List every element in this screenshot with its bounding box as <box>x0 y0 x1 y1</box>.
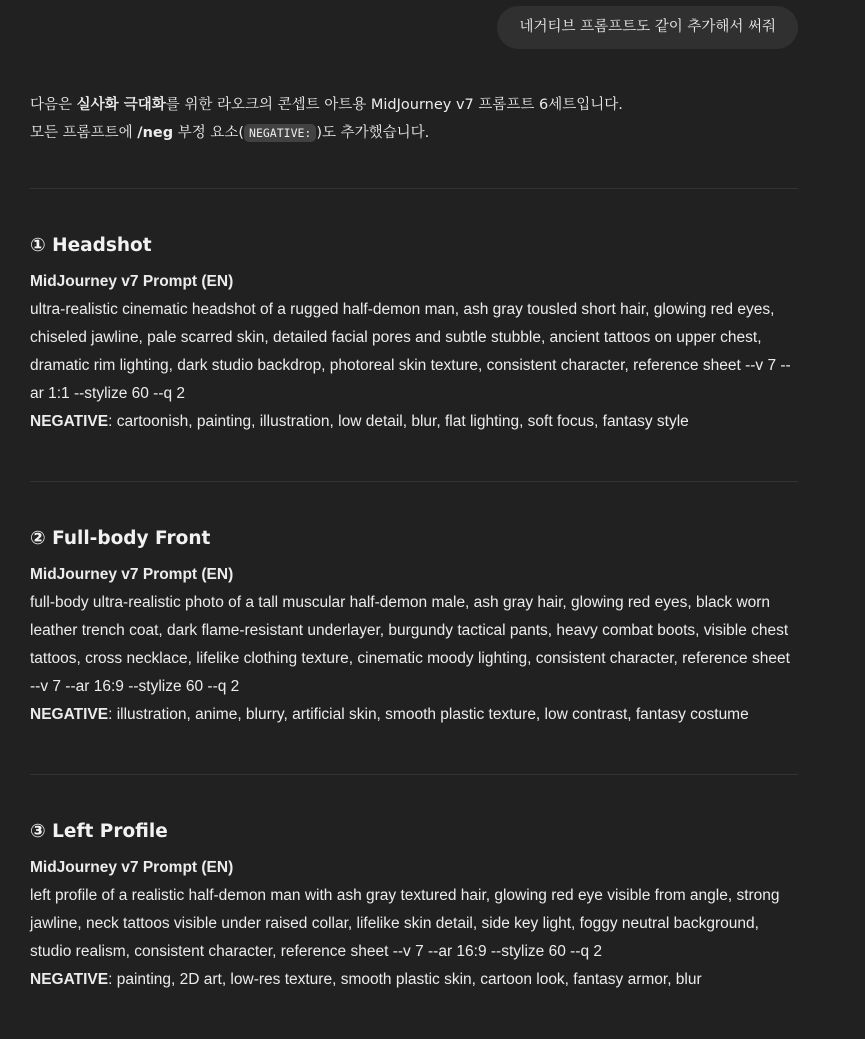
prompt-text: left profile of a realistic half-demon man with ash gray textured hair, glowing red eye visible from angle, strong jawline, neck tattoos visible under raised collar, lifelike skin detail, side key light, foggy neutral background, studio realism, consistent character, reference sheet --v 7 --ar 16:9 --stylize 60 --q 2 <box>30 887 780 960</box>
section-title: ① Headshot <box>30 235 152 256</box>
inline-code: NEGATIVE: <box>244 124 316 142</box>
intro-line-2 <box>30 119 798 147</box>
intro-emphasis: 실사화 극대화 <box>76 97 166 113</box>
negative-key: NEGATIVE <box>30 971 109 988</box>
intro-text: )도 추가했습니다. <box>316 125 430 141</box>
negative-text: : painting, 2D art, low-res texture, smooth plastic skin, cartoon look, fantasy armor, blur <box>108 971 702 988</box>
prompt-text: full-body ultra-realistic photo of a tall muscular half-demon male, ash gray hair, glowing red eyes, black worn leather trench coat, dark flame-resistant underlayer, burgundy tactical pants, heavy combat boots, visible chest tattoos, cross necklace, lifelike clothing texture, cinematic moody lighting, consistent character, reference sheet --v 7 --ar 16:9 --stylize 60 --q 2 <box>30 594 790 695</box>
section-divider <box>30 481 798 482</box>
negative-line <box>30 701 798 729</box>
prompt-section-full-body-front <box>30 527 798 729</box>
intro-text: 를 위한 라오크의 콘셉트 아트용 MidJourney v7 프롬프트 6세트입니다. <box>165 97 623 113</box>
assistant-reply <box>30 91 798 1039</box>
prompt-label: MidJourney v7 Prompt (EN) <box>30 859 234 876</box>
negative-text: : illustration, anime, blurry, artificial skin, smooth plastic texture, low contrast, fantasy costume <box>108 706 749 723</box>
intro-text: 다음은 <box>30 97 77 113</box>
negative-key: NEGATIVE <box>30 706 109 723</box>
prompt-section-left-profile <box>30 820 798 994</box>
prompt-label: MidJourney v7 Prompt (EN) <box>30 273 234 290</box>
negative-line <box>30 966 798 994</box>
intro-line-1 <box>30 91 798 119</box>
section-title: ② Full-body Front <box>30 528 211 549</box>
negative-text: : cartoonish, painting, illustration, low detail, blur, flat lighting, soft focus, fantasy style <box>108 413 689 430</box>
section-title: ③ Left Profile <box>30 821 168 842</box>
section-divider <box>30 774 798 775</box>
user-message-bubble: 네거티브 프롬프트도 같이 추가해서 써줘 <box>497 6 798 49</box>
negative-line <box>30 408 798 436</box>
prompt-label: MidJourney v7 Prompt (EN) <box>30 566 234 583</box>
negative-key: NEGATIVE <box>30 413 109 430</box>
intro-emphasis-neg: /neg <box>137 125 174 141</box>
section-divider <box>30 188 798 189</box>
intro-text: 부정 요소( <box>173 125 245 141</box>
prompt-text: ultra-realistic cinematic headshot of a rugged half-demon man, ash gray tousled short hair, glowing red eyes, chiseled jawline, pale scarred skin, detailed facial pores and subtle stubble, ancient tattoos on upper chest, dramatic rim lighting, dark studio backdrop, photoreal skin texture, consistent character, reference sheet --v 7 --ar 1:1 --stylize 60 --q 2 <box>30 301 791 402</box>
prompt-section-headshot <box>30 234 798 436</box>
intro-text: 모든 프롬프트에 <box>30 125 138 141</box>
